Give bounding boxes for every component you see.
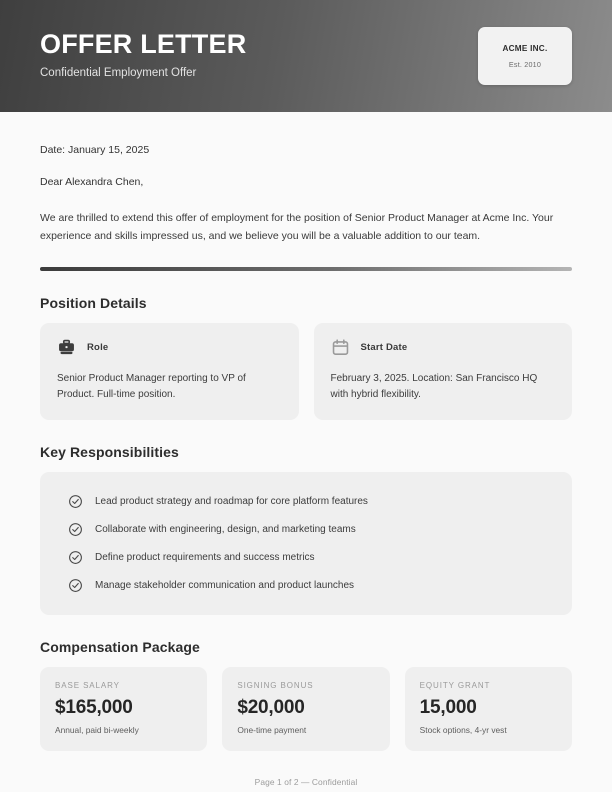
section-divider [40, 267, 572, 271]
compensation-card-label: SIGNING BONUS [237, 681, 314, 691]
compensation-card-sublabel: Annual, paid bi-weekly [55, 725, 139, 736]
list-item [40, 515, 572, 543]
position-details-heading: Position Details [40, 295, 147, 312]
check-circle-icon [68, 550, 83, 565]
compensation-row [40, 667, 572, 751]
page-title: OFFER LETTER [40, 29, 247, 59]
list-item [40, 571, 572, 599]
letter-greeting: Dear Alexandra Chen, [40, 176, 144, 188]
detail-card-role [40, 323, 299, 420]
letter-intro-paragraph: We are thrilled to extend this offer of employment for the position of Senior Product Manager at Acme Inc. Your experience and skills impressed us, and we believe you will be a valuable addition to our team. [40, 212, 554, 243]
compensation-card-signing-bonus [222, 667, 389, 751]
document-body [0, 144, 612, 787]
compensation-card-sublabel: Stock options, 4-yr vest [419, 725, 507, 736]
detail-card-label: Role [87, 342, 109, 354]
page-subtitle: Confidential Employment Offer [40, 67, 197, 80]
company-badge [478, 27, 572, 85]
compensation-card-value: $20,000 [237, 697, 305, 719]
compensation-card-label: BASE SALARY [55, 681, 120, 691]
compensation-card-value: 15,000 [419, 697, 477, 719]
check-circle-icon [68, 522, 83, 537]
detail-card-label: Start Date [360, 342, 408, 354]
responsibilities-card [40, 472, 572, 615]
list-item-label: Lead product strategy and roadmap for core platform features [95, 495, 368, 507]
compensation-card-value: $165,000 [55, 697, 133, 719]
compensation-card-base-salary [40, 667, 207, 751]
responsibilities-heading: Key Responsibilities [40, 444, 179, 461]
letter-date: Date: January 15, 2025 [40, 144, 150, 156]
compensation-card-label: EQUITY GRANT [419, 681, 491, 691]
list-item-label: Manage stakeholder communication and product launches [95, 579, 355, 591]
list-item-label: Collaborate with engineering, design, and marketing teams [95, 523, 356, 535]
compensation-card-equity-grant [405, 667, 572, 751]
header-title-block [40, 30, 246, 82]
detail-card-start-date [314, 323, 573, 420]
detail-card-text: Senior Product Manager reporting to VP of Product. Full-time position. [57, 373, 246, 401]
position-details-row [40, 323, 572, 420]
calendar-icon [331, 338, 350, 357]
detail-card-header [331, 338, 556, 357]
page-footer: Page 1 of 2 — Confidential [254, 777, 358, 788]
briefcase-icon [57, 338, 76, 357]
list-item [40, 487, 572, 515]
document-header [0, 0, 612, 112]
check-circle-icon [68, 578, 83, 593]
compensation-heading: Compensation Package [40, 639, 200, 656]
list-item [40, 543, 572, 571]
list-item-label: Define product requirements and success metrics [95, 551, 315, 563]
compensation-card-sublabel: One-time payment [237, 725, 307, 736]
detail-card-text: February 3, 2025. Location: San Francisco HQ with hybrid flexibility. [330, 373, 538, 401]
check-circle-icon [68, 494, 83, 509]
company-established: Est. 2010 [508, 59, 542, 69]
company-name: ACME INC. [502, 43, 548, 53]
detail-card-header [57, 338, 282, 357]
